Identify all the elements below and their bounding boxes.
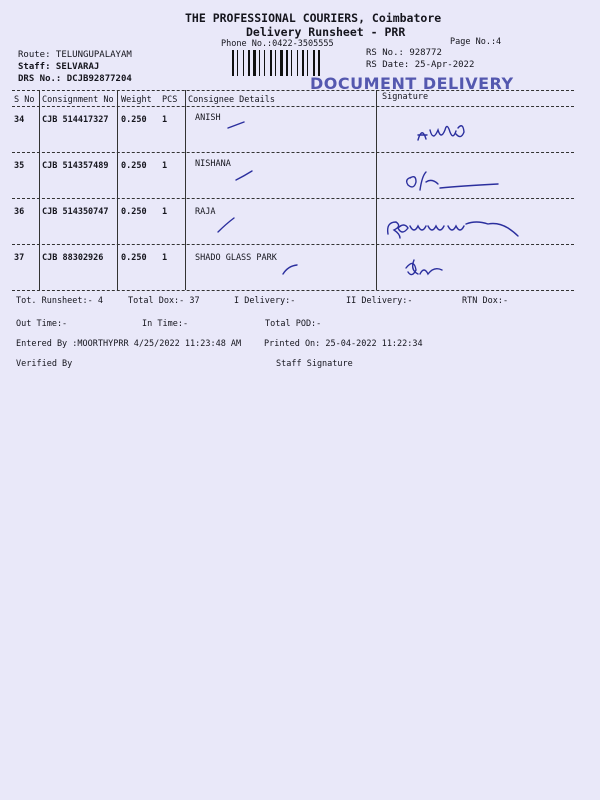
column-header-signature: Signature [382, 92, 429, 102]
column-header-consignment: Consignment No [42, 95, 114, 105]
row-consignment: CJB 88302926 [42, 253, 104, 263]
row-consignee: RAJA [195, 207, 216, 217]
verified-by: Verified By [16, 359, 73, 369]
row-sno: 36 [14, 207, 25, 217]
rs-date: RS Date: 25-Apr-2022 [366, 60, 475, 70]
consignee-tick-mark [283, 265, 297, 274]
row-pcs: 1 [162, 207, 168, 217]
column-header-sno: S No [14, 95, 35, 105]
document-title: Delivery Runsheet - PRR [246, 25, 406, 39]
rtn-dox: RTN Dox:- [462, 296, 509, 306]
ii-delivery: II Delivery:- [346, 296, 413, 306]
signature-3 [388, 222, 518, 238]
rs-number: RS No.: 928772 [366, 48, 442, 58]
i-delivery: I Delivery:- [234, 296, 296, 306]
row-consignee: NISHANA [195, 159, 231, 169]
printed-on: Printed On: 25-04-2022 11:22:34 [264, 339, 423, 349]
row-weight: 0.250 [121, 161, 147, 171]
row-consignment: CJB 514417327 [42, 115, 109, 125]
row-weight: 0.250 [121, 253, 147, 263]
company-name: THE PROFESSIONAL COURIERS, Coimbatore [185, 11, 442, 25]
drs-number: DRS No.: DCJB92877204 [18, 74, 132, 84]
total-dox: Total Dox:- 37 [128, 296, 200, 306]
consignee-tick-mark [228, 122, 244, 128]
phone-number: Phone No.:0422-3505555 [221, 39, 334, 49]
column-header-pcs: PCS [162, 95, 178, 105]
entered-by: Entered By :MOORTHYPRR 4/25/2022 11:23:48 AM [16, 339, 242, 349]
row-consignee: ANISH [195, 113, 221, 123]
row-consignee: SHADO GLASS PARK [195, 253, 277, 263]
signature-1 [418, 126, 464, 140]
consignee-tick-mark [218, 218, 234, 232]
row-sno: 34 [14, 115, 25, 125]
consignee-tick-mark [236, 171, 252, 180]
column-header-weight: Weight [121, 95, 152, 105]
row-pcs: 1 [162, 161, 168, 171]
out-time: Out Time:- [16, 319, 68, 329]
row-consignment: CJB 514350747 [42, 207, 109, 217]
handwriting-overlay [0, 0, 600, 300]
staff-field: Staff: SELVARAJ [18, 62, 100, 72]
row-sno: 35 [14, 161, 25, 171]
in-time: In Time:- [142, 319, 189, 329]
row-pcs: 1 [162, 253, 168, 263]
document-delivery-stamp: DOCUMENT DELIVERY [310, 74, 514, 93]
row-sno: 37 [14, 253, 25, 263]
signature-2 [407, 172, 498, 190]
total-runsheet: Tot. Runsheet:- 4 [16, 296, 103, 306]
row-consignment: CJB 514357489 [42, 161, 109, 171]
signature-4 [406, 260, 442, 275]
row-weight: 0.250 [121, 115, 147, 125]
row-weight: 0.250 [121, 207, 147, 217]
staff-signature: Staff Signature [276, 359, 353, 369]
column-header-consignee: Consignee Details [188, 95, 275, 105]
row-pcs: 1 [162, 115, 168, 125]
page-number: Page No.:4 [450, 37, 502, 47]
route-field: Route: TELUNGUPALAYAM [18, 50, 132, 60]
total-pod: Total POD:- [265, 319, 322, 329]
